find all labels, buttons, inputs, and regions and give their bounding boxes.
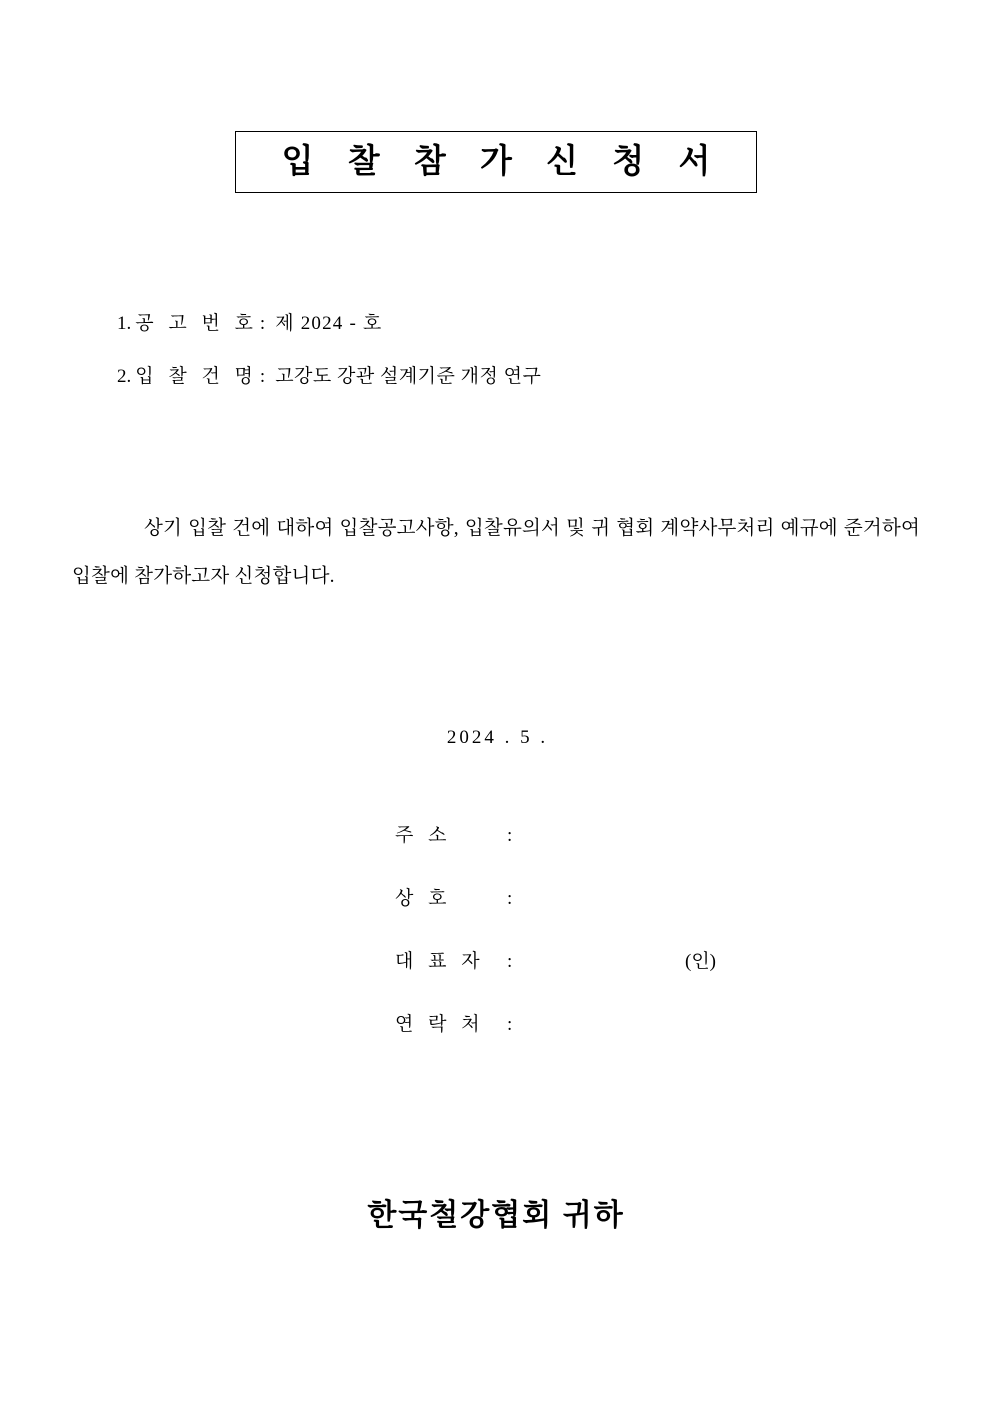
signature-colon: : [507, 1014, 513, 1035]
item-value: 제 2024 - 호 [275, 313, 383, 334]
signature-label: 대 표 자 [395, 951, 485, 972]
signature-field-address [395, 820, 815, 847]
item-label: 공 고 번 호 [135, 313, 258, 334]
signature-label: 연 락 처 [395, 1014, 485, 1035]
numbered-item-list [117, 308, 937, 414]
item-number: 1. [117, 313, 132, 334]
signature-colon: : [507, 825, 513, 846]
signature-block [395, 820, 815, 1072]
recipient-organization: 한국철강협회 귀하 [367, 1199, 625, 1232]
page-title: 입 찰 참 가 신 청 서 [281, 143, 724, 180]
item-number: 2. [117, 366, 132, 387]
signature-field-company [395, 883, 815, 910]
signature-label: 상 호 [395, 888, 452, 909]
item-label: 입 찰 건 명 [135, 366, 258, 387]
paragraph-text: 상기 입찰 건에 대하여 입찰공고사항, 입찰유의서 및 귀 협회 계약사무처리 예규에 준거하여 입찰에 참가하고자 신청합니다. [72, 518, 920, 587]
item-value: 고강도 강관 설계기준 개정 연구 [275, 366, 542, 387]
item-colon: : [259, 313, 266, 334]
footer-container [0, 1190, 992, 1234]
list-item [117, 308, 937, 335]
list-item [117, 361, 937, 388]
title-box [235, 131, 757, 193]
body-paragraph [72, 505, 920, 601]
signature-colon: : [507, 888, 513, 909]
signature-field-representative [395, 946, 815, 973]
signature-field-contact [395, 1009, 815, 1036]
date-line: 2024 . 5 . [446, 727, 549, 748]
signature-colon: : [507, 951, 513, 972]
seal-mark: (인) [685, 951, 717, 972]
signature-label: 주 소 [395, 825, 452, 846]
title-container [0, 131, 992, 193]
item-colon: : [259, 366, 266, 387]
